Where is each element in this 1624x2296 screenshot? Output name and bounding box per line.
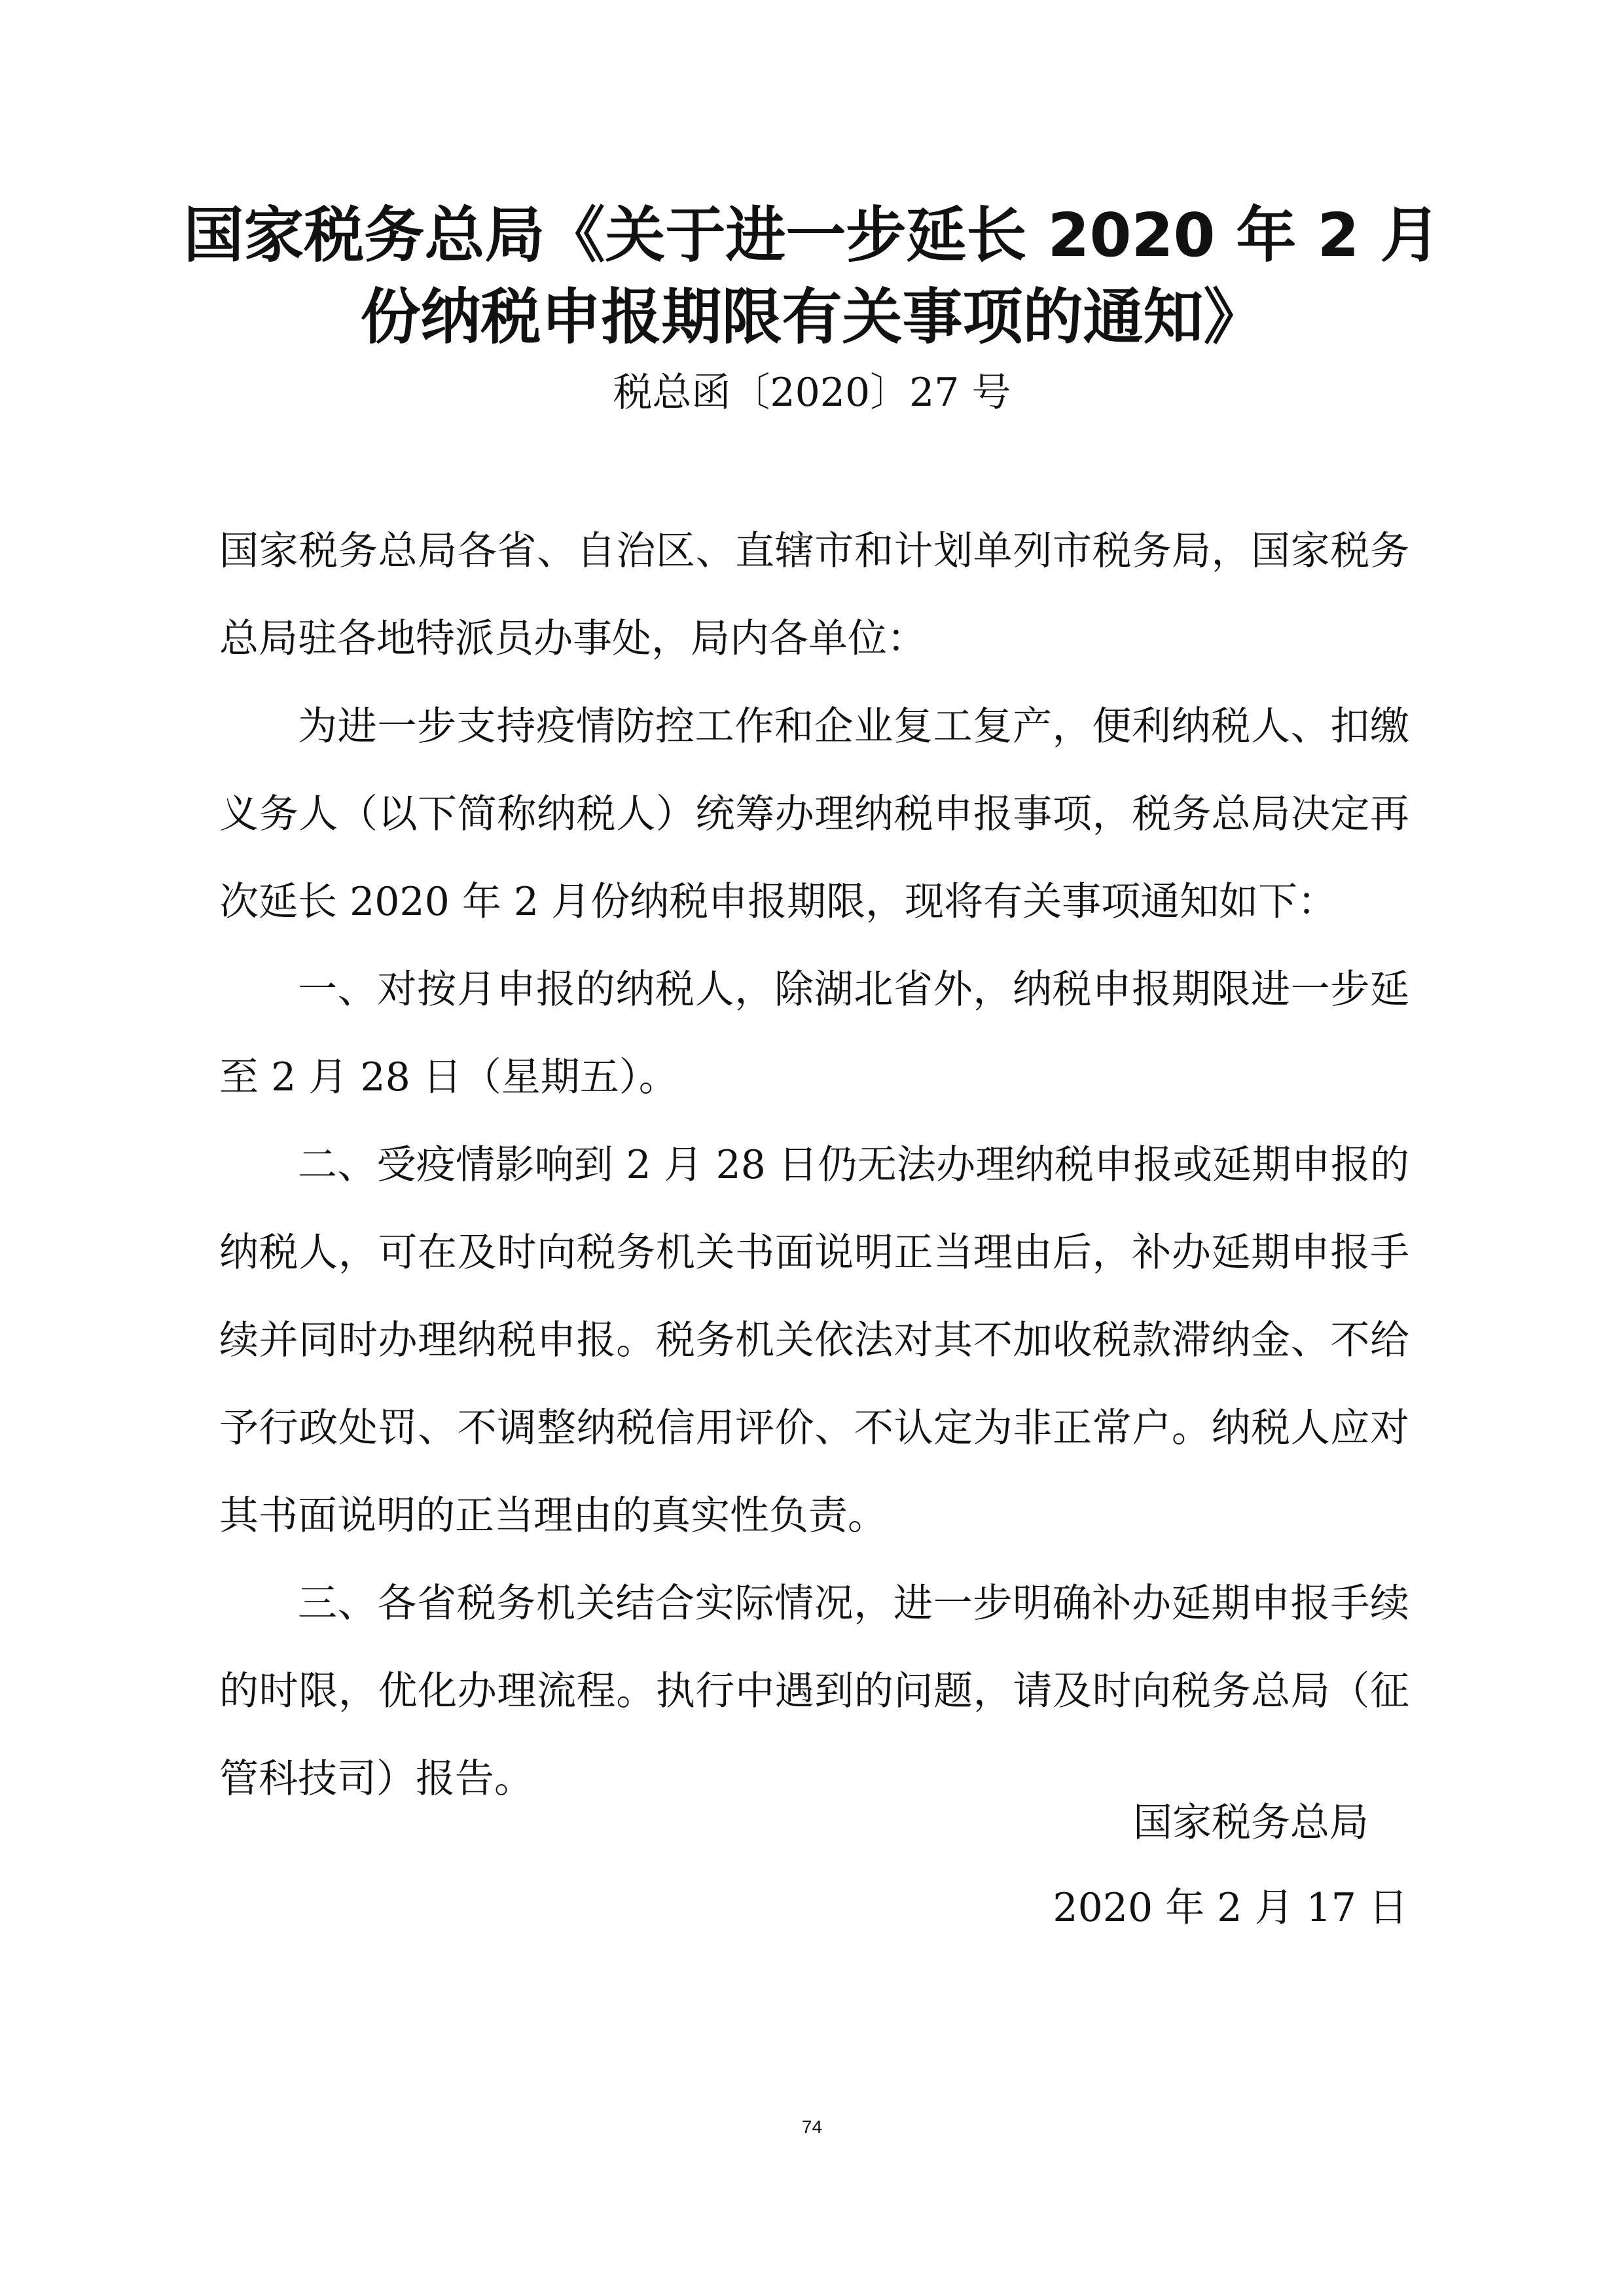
salutation: 国家税务总局各省、自治区、直辖市和计划单列市税务局，国家税务总局驻各地特派员办事处，局内各单位： bbox=[219, 528, 1409, 662]
document-title-line-1: 国家税务总局《关于进一步延长 2020 年 2 月 bbox=[183, 200, 1441, 270]
document-number: 税总函〔2020〕27 号 bbox=[613, 370, 1011, 416]
paragraph-item-3: 三、各省税务机关结合实际情况，进一步明确补办延期申报手续的时限，优化办理流程。执行中遇到的问题，请及时向税务总局（征管科技司）报告。 bbox=[219, 1581, 1409, 1802]
page-number: 74 bbox=[801, 2117, 823, 2137]
signature-organization: 国家税务总局 bbox=[1133, 1800, 1369, 1846]
document-title-line-2: 份纳税申报期限有关事项的通知》 bbox=[360, 282, 1264, 352]
paragraph-item-2: 二、受疫情影响到 2 月 28 日仍无法办理纳税申报或延期申报的纳税人，可在及时向税务机关书面说明正当理由后，补办延期申报手续并同时办理纳税申报。税务机关依法对其不加收税款滞纳金、不给予行政处罚、不调整纳税信用评价、不认定为非正常户。纳税人应对其书面说明的正当理由的真实性负责。 bbox=[219, 1142, 1409, 1539]
document-body bbox=[219, 507, 1409, 1823]
signature-date: 2020 年 2 月 17 日 bbox=[1053, 1885, 1408, 1931]
paragraph-item-1: 一、对按月申报的纳税人，除湖北省外，纳税申报期限进一步延至 2 月 28 日（星期五）。 bbox=[219, 967, 1409, 1100]
signature-block bbox=[1053, 1780, 1408, 1950]
paragraph-intro: 为进一步支持疫情防控工作和企业复工复产，便利纳税人、扣缴义务人（以下简称纳税人）统筹办理纳税申报事项，税务总局决定再次延长 2020 年 2 月份纳税申报期限，现将有关事项通知如下： bbox=[219, 704, 1409, 925]
